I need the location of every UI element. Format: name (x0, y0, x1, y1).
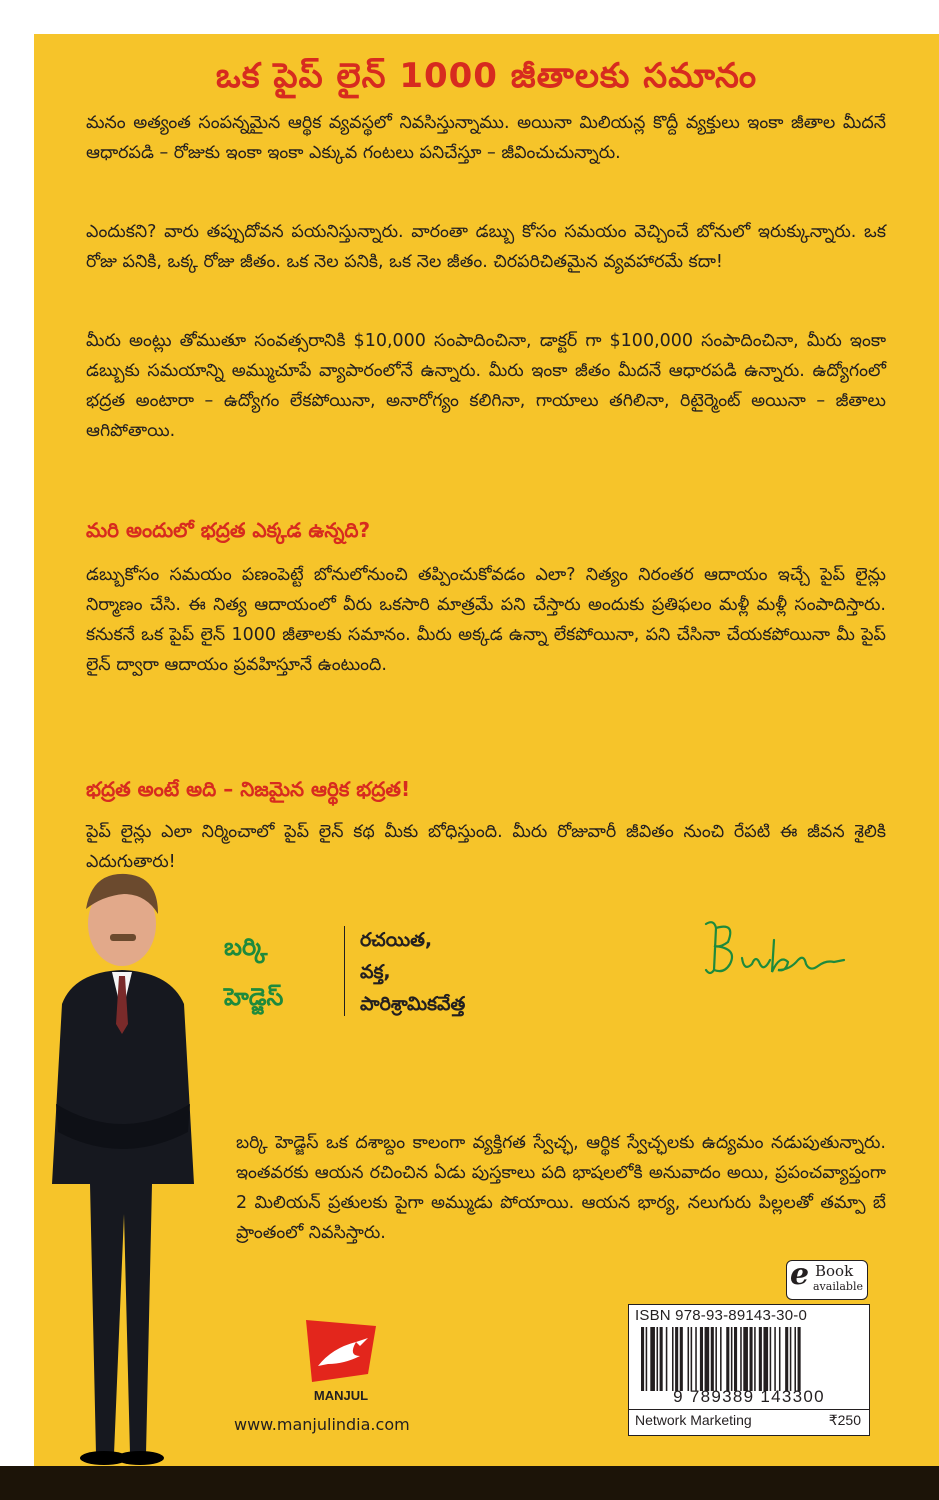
publisher-name: MANJUL (313, 1388, 369, 1403)
barcode-bar (657, 1327, 659, 1391)
barcode-bar (660, 1327, 663, 1391)
barcode-bar (743, 1327, 748, 1391)
ebook-available-badge (786, 1257, 868, 1300)
pipeline-paragraph: డబ్బుకోసం సమయం పణంపెట్టే బోనులోనుంచి తప్పించుకోవడం ఎలా? నిత్యం నిరంతర ఆదాయం ఇచ్చే పైప్ లైన్లు నిర్మాణం చేసి. ఈ నిత్య ఆదాయంలో వీరు ఒకసారి మాత్రమే పని చేస్తారు అందుకు ప్రతిఫలం మళ్లీ మళ్లీ సంపాదిస్తారు. కనుకనే ఒక పైప్ లైన్ 1000 జీతాలకు సమానం. మీరు అక్కడ ఉన్నా లేకపోయినా, పని చేసినా చేయకపోయినా మీ పైప్ లైన్ ద్వారా ఆదాయం ప్రవహిస్తూనే ఉంటుంది. (86, 565, 886, 675)
author-first-name: బర్కి (224, 933, 268, 961)
security-answer-heading: భద్రత అంటే అది – నిజమైన ఆర్థిక భద్రత! (86, 777, 411, 801)
barcode-bar (763, 1327, 768, 1391)
ebook-e-letter: e (790, 1257, 810, 1292)
barcode-bar (759, 1327, 762, 1391)
author-photo (34, 854, 204, 1466)
name-divider (344, 926, 345, 1016)
barcode-bar (785, 1327, 788, 1391)
book-back-cover (34, 34, 939, 1466)
barcode-block (628, 1304, 870, 1436)
publisher-website[interactable]: www.manjulindia.com (234, 1415, 410, 1434)
why-paragraph: ఎందుకని? వారు తప్పుదోవన పయనిస్తున్నారు. వారంతా డబ్బు కోసం సమయం వెచ్చించే బోనులో ఇరుక్కున్నారు. ఒక రోజు పనికి, ఒక్క రోజు జీతం. ఒక నెల పనికి, ఒక నెల జీతం. చిరపరిచితమైన వ్యవహారమే కదా! (86, 222, 886, 272)
barcode-bar (790, 1327, 792, 1391)
barcode-bar (700, 1327, 703, 1391)
ebook-available-label: available (813, 1280, 863, 1293)
barcode-bar (779, 1327, 781, 1391)
security-question-heading: మరి అందులో భద్రత ఎక్కడ ఉన్నది? (86, 518, 371, 542)
cover-title: ఒక పైప్ లైన్ 1000 జీతాలకు సమానం (215, 56, 758, 96)
author-name (224, 922, 344, 1022)
teaching-paragraph: పైప్ లైన్లు ఎలా నిర్మించాలో పైప్ లైన్ కథ మీకు బోధిస్తుంది. మీరు రోజువారీ జీవితం నుంచి రేపటి ఈ జీవన శైలికి ఎదుగుతారు! (86, 822, 886, 872)
barcode-bar (715, 1327, 717, 1391)
barcode-bar (794, 1327, 796, 1391)
barcode-bar (675, 1327, 678, 1391)
barcode-bar (726, 1327, 729, 1391)
barcode-bar (798, 1327, 801, 1391)
barcode-bar (711, 1327, 714, 1391)
author-last-name: హెడ్జెస్ (224, 983, 284, 1011)
book-price: ₹250 (828, 1412, 861, 1428)
book-category: Network Marketing (635, 1412, 752, 1428)
barcode-bar (740, 1327, 742, 1391)
barcode-bar (688, 1327, 690, 1391)
barcode-bar (672, 1327, 674, 1391)
barcode-bar (641, 1327, 644, 1391)
role-speaker: వక్త, (360, 961, 391, 983)
author-signature (694, 914, 854, 984)
barcode-bar (720, 1327, 722, 1391)
intro-paragraph: మనం అత్యంత సంపన్నమైన ఆర్థిక వ్యవస్థలో నివసిస్తున్నాము. అయినా మిలియన్ల కొద్దీ వ్యక్తులు ఇంకా జీతాల మీదనే ఆధారపడి – రోజుకు ఇంకా ఇంకా ఎక్కువ గంటలు పనిచేస్తూ – జీవించుచున్నారు. (86, 113, 886, 163)
barcode-bar (734, 1327, 737, 1391)
author-roles (360, 924, 465, 1020)
manjul-logo (298, 1312, 384, 1406)
barcode-bar (650, 1327, 655, 1391)
role-entrepreneur: పారిశ్రామికవేత్త (360, 993, 466, 1015)
barcode-bar (750, 1327, 753, 1391)
barcode-separator (629, 1409, 869, 1410)
barcode-bar (646, 1327, 648, 1391)
barcode-bar (680, 1327, 683, 1391)
barcode-bar (754, 1327, 756, 1391)
bottom-shadow-strip (0, 1466, 939, 1500)
barcode-bar (666, 1327, 668, 1391)
barcode-bar (770, 1327, 772, 1391)
barcode-bar (731, 1327, 733, 1391)
barcode-bars (639, 1327, 859, 1391)
role-writer: రచయిత, (360, 929, 433, 951)
barcode-bar (695, 1327, 697, 1391)
barcode-bar (774, 1327, 776, 1391)
barcode-digits: 9 789389 143300 (673, 1387, 825, 1406)
author-bio-paragraph: బర్కి హెడ్జెస్ ఒక దశాబ్దం కాలంగా వ్యక్తిగత స్వేచ్ఛ, ఆర్థిక స్వేచ్ఛలకు ఉద్యమం నడుపుతున్నారు. ఇంతవరకు ఆయన రచించిన ఏడు పుస్తకాలు పది భాషలలోకి అనువాదం అయి, ప్రపంచవ్యాప్తంగా 2 మిలియన్ ప్రతులకు పైగా అమ్ముడు పోయాయి. ఆయన భార్య, నలుగురు పిల్లలతో తమ్పా బే ప్రాంతంలో నివసిస్తారు. (236, 1133, 886, 1243)
isbn-number: ISBN 978-93-89143-30-0 (635, 1307, 808, 1324)
salary-paragraph: మీరు అంట్లు తోముతూ సంవత్సరానికి $10,000 సంపాదించినా, డాక్టర్ గా $100,000 సంపాదించినా, మీరు ఇంకా డబ్బుకు సమయాన్ని అమ్ముచూపే వ్యాపారంలోనే ఉన్నారు. మీరు ఇంకా జీతం మీదనే ఆధారపడి ఉన్నారు. ఉద్యోగంలో భద్రత అంటారా – ఉద్యోగం లేకపోయినా, అనారోగ్యం కలిగినా, గాయాలు తగిలినా, రిటైర్మెంట్ అయినా – జీతాలు ఆగిపోతాయి. (86, 331, 886, 441)
ebook-book-label: Book (815, 1262, 854, 1280)
barcode-bar (705, 1327, 710, 1391)
barcode-bar (691, 1327, 693, 1391)
